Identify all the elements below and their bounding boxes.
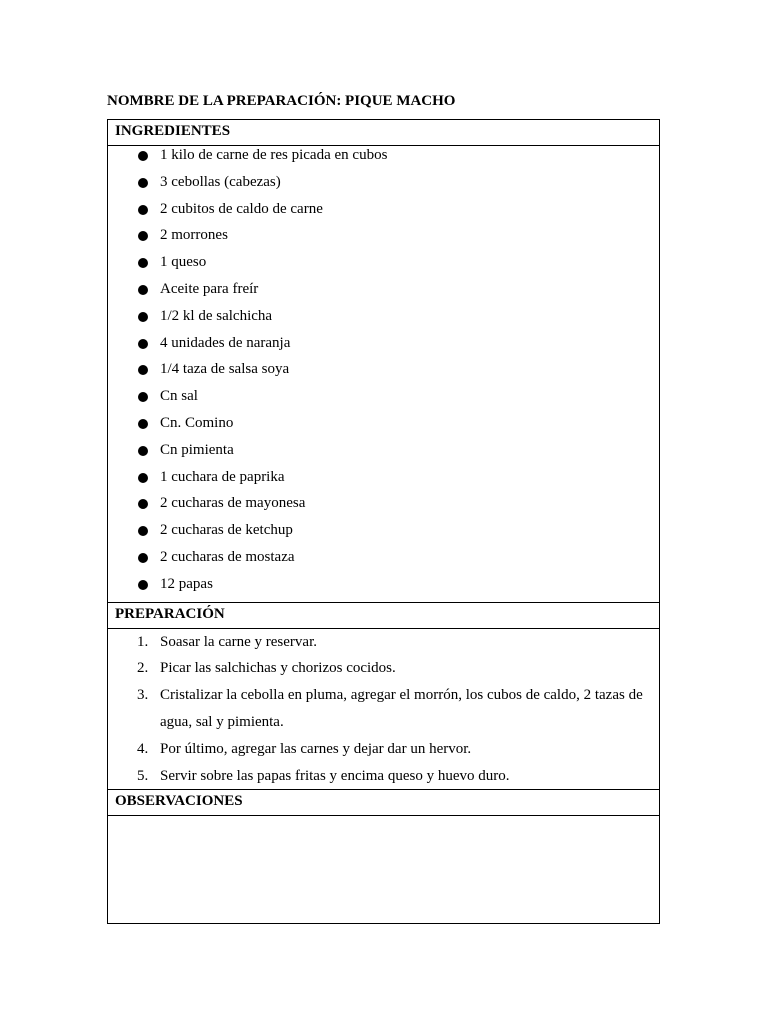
bullet-icon	[138, 419, 148, 429]
step-text: Servir sobre las papas fritas y encima queso y huevo duro.	[160, 767, 510, 784]
ingredient-item: 2 cucharas de mayonesa	[108, 494, 659, 521]
step-number: 3.	[137, 687, 149, 704]
observations-section	[108, 816, 659, 923]
step-number: 1.	[137, 633, 149, 650]
bullet-icon	[138, 499, 148, 509]
ingredient-item: 1 cuchara de paprika	[108, 468, 659, 495]
bullet-icon	[138, 231, 148, 241]
step-text: Por último, agregar las carnes y dejar dar un hervor.	[160, 740, 472, 757]
ingredient-item: 2 cucharas de ketchup	[108, 521, 659, 548]
bullet-icon	[138, 580, 148, 590]
ingredient-item: Cn. Comino	[108, 414, 659, 441]
bullet-icon	[138, 526, 148, 536]
bullet-icon	[138, 258, 148, 268]
preparation-section	[108, 629, 659, 791]
bullet-icon	[138, 151, 148, 161]
step-text: Picar las salchichas y chorizos cocidos.	[160, 660, 396, 677]
ingredient-item: 1/4 taza de salsa soya	[108, 360, 659, 387]
bullet-icon	[138, 473, 148, 483]
step-item	[108, 763, 659, 790]
ingredient-item: 12 papas	[108, 575, 659, 602]
bullet-icon	[138, 285, 148, 295]
bullet-icon	[138, 339, 148, 349]
bullet-icon	[138, 178, 148, 188]
ingredient-item: 3 cebollas (cabezas)	[108, 173, 659, 200]
ingredient-item: Aceite para freír	[108, 280, 659, 307]
ingredient-item: 1 kilo de carne de res picada en cubos	[108, 146, 659, 173]
step-number: 4.	[137, 740, 149, 757]
ingredient-item: 2 cucharas de mostaza	[108, 548, 659, 575]
bullet-icon	[138, 312, 148, 322]
recipe-table	[107, 119, 660, 924]
observations-header: OBSERVACIONES	[108, 790, 659, 816]
step-number: 2.	[137, 660, 149, 677]
bullet-icon	[138, 446, 148, 456]
ingredients-section	[108, 146, 659, 603]
bullet-icon	[138, 205, 148, 215]
ingredient-item: 2 morrones	[108, 226, 659, 253]
bullet-icon	[138, 365, 148, 375]
recipe-title: NOMBRE DE LA PREPARACIÓN: PIQUE MACHO	[107, 93, 456, 109]
ingredient-item: Cn sal	[108, 387, 659, 414]
step-item	[108, 655, 659, 682]
step-list	[108, 629, 659, 790]
bullet-icon	[138, 392, 148, 402]
ingredient-item: 2 cubitos de caldo de carne	[108, 200, 659, 227]
ingredient-list	[108, 146, 659, 602]
ingredient-item: 1/2 kl de salchicha	[108, 307, 659, 334]
ingredient-item: Cn pimienta	[108, 441, 659, 468]
step-item	[108, 629, 659, 656]
bullet-icon	[138, 553, 148, 563]
ingredient-item: 1 queso	[108, 253, 659, 280]
step-number: 5.	[137, 767, 149, 784]
step-item	[108, 682, 659, 736]
step-text: Soasar la carne y reservar.	[160, 633, 318, 650]
preparation-header: PREPARACIÓN	[108, 603, 659, 629]
ingredients-header: INGREDIENTES	[108, 120, 659, 146]
step-item	[108, 736, 659, 763]
ingredient-item: 4 unidades de naranja	[108, 334, 659, 361]
step-text: Cristalizar la cebolla en pluma, agregar el morrón, los cubos de caldo, 2 tazas de agua, sal y pimienta.	[160, 687, 643, 730]
